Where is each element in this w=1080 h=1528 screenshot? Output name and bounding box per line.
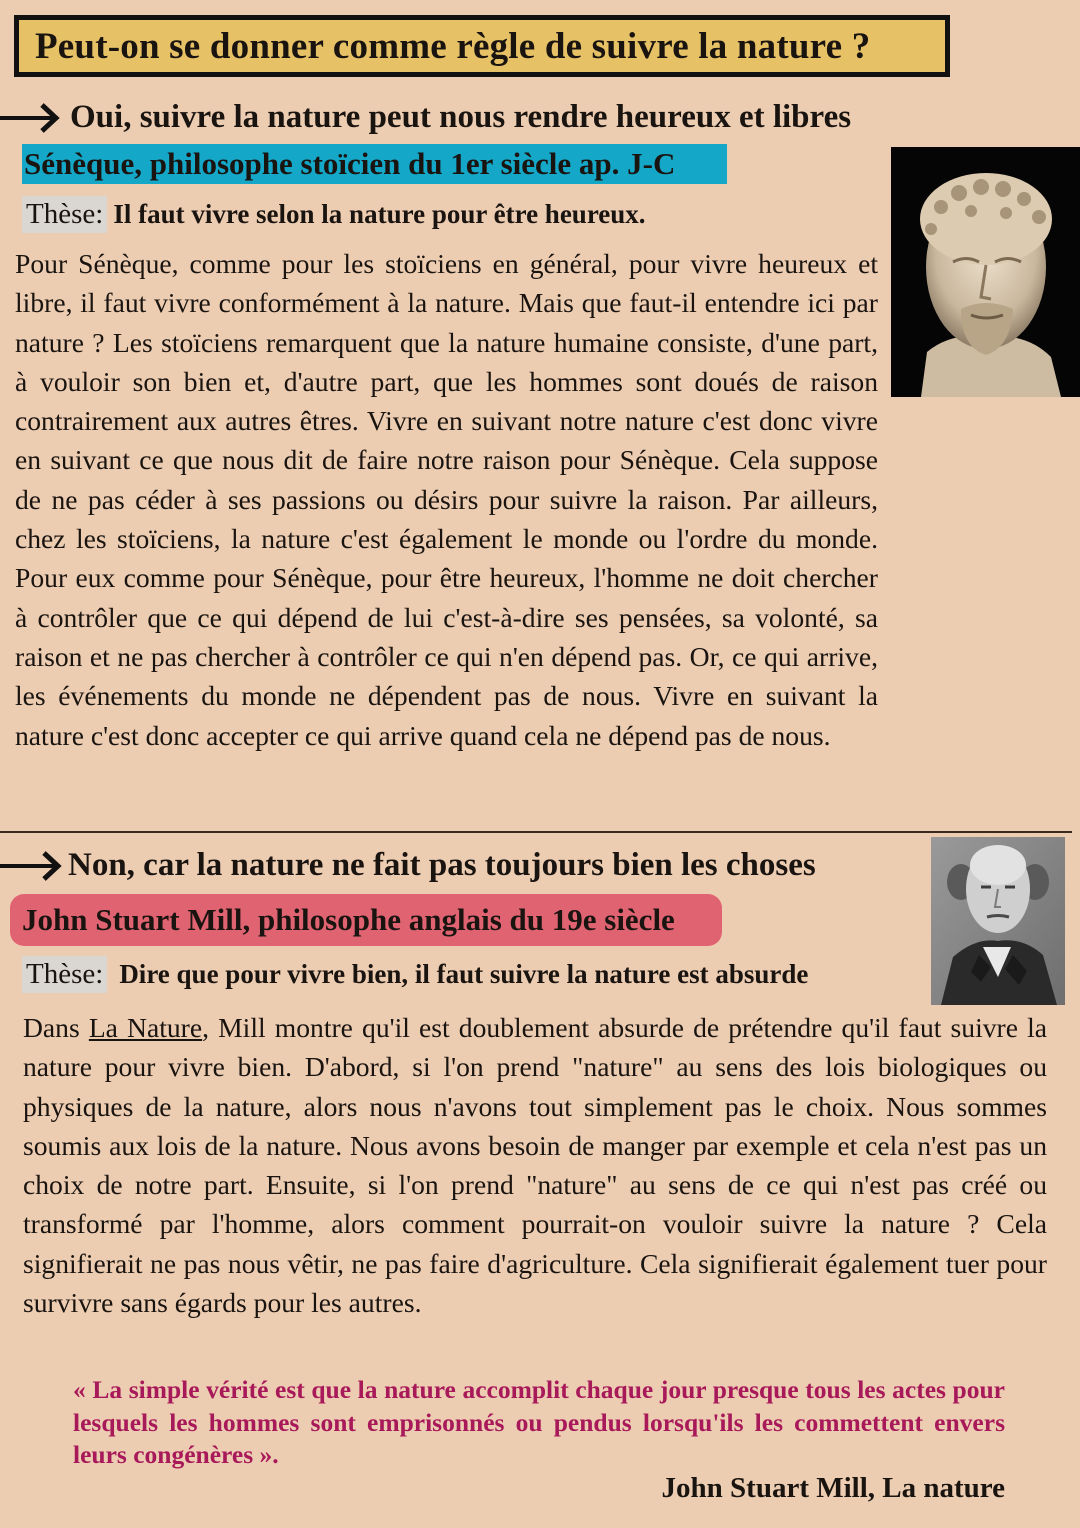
seneca-these-row — [22, 196, 646, 233]
seneca-bust-icon — [891, 147, 1080, 397]
book-title-la-nature: La Nature — [88, 1012, 203, 1043]
mill-paragraph-prefix: Dans — [23, 1012, 89, 1043]
quote-attribution: John Stuart Mill, La nature — [661, 1472, 1005, 1504]
no-heading: Non, car la nature ne fait pas toujours bien les choses — [68, 846, 816, 883]
these-label: Thèse: — [22, 956, 107, 993]
seneca-author: Sénèque, philosophe stoïcien du 1er siècle ap. J-C — [24, 146, 676, 181]
seneca-paragraph: Pour Sénèque, comme pour les stoïciens en général, pour vivre heureux et libre, il faut vivre conformément à la nature. Mais que faut-il entendre ici par nature ? Les stoïciens remarquent que la nature humaine consiste, d'une part, à vouloir son bien et, d'autre part, que les hommes sont doués de raison contrairement aux autres êtres. Vivre en suivant notre nature c'est donc vivre en suivant ce que nous dit de faire notre raison pour Sénèque. Cela suppose de ne pas céder à ses passions ou désirs pour suivre la raison. Par ailleurs, chez les stoïciens, la nature c'est également le monde ou l'ordre du monde. Pour eux comme pour Sénèque, pour être heureux, l'homme ne doit chercher à contrôler que ce qui dépend de lui c'est-à-dire ses pensées, sa volonté, sa raison et ne pas chercher à contrôler ce qui n'en dépend pas. Or, ce qui arrive, les événements du monde ne dépendent pas de nous. Vivre en suivant la nature c'est donc accepter ce qui arrive quand cela ne dépend pas de nous. — [15, 248, 878, 751]
page-title: Peut-on se donner comme règle de suivre la nature ? — [35, 25, 871, 67]
mill-author-band — [10, 894, 722, 946]
mill-paragraph-body: , Mill montre qu'il est doublement absurde de prétendre qu'il faut suivre la nature pour vivre bien. D'abord, si l'on prend "nature" au sens des lois biologiques ou physiques de la nature, alors nous n'avons tout simplement pas le choix. Nous sommes soumis aux lois de la nature. Nous avons besoin de manger par exemple et cela n'est pas un choix de notre part. Ensuite, si l'on prend "nature" au sens de ce qui n'est pas créé ou transformé par l'homme, alors comment pourrait-on vouloir suivre la nature ? Cela signifierait ne pas nous vêtir, ne pas faire d'agriculture. Cela signifierait également tuer pour survivre sans égards pour les autres. — [23, 1012, 1048, 1319]
seneca-author-band — [22, 144, 727, 184]
mill-author: John Stuart Mill, philosophe anglais du 19e siècle — [22, 902, 675, 937]
right-arrow-icon — [0, 97, 66, 137]
mill-these-row — [22, 956, 808, 993]
seneca-bust-image — [891, 147, 1080, 397]
seneca-these-text: Il faut vivre selon la nature pour être heureux. — [113, 199, 646, 229]
right-arrow-icon — [0, 845, 66, 885]
mill-paragraph — [23, 1008, 1047, 1322]
mill-these-text: Dire que pour vivre bien, il faut suivre la nature est absurde — [119, 959, 809, 989]
page-title-box — [14, 15, 950, 77]
yes-heading-row — [0, 97, 851, 137]
these-label: Thèse: — [22, 196, 107, 233]
mill-portrait-image — [931, 837, 1065, 1005]
mill-quote: « La simple vérité est que la nature accomplit chaque jour presque tous les actes pour lesquels les hommes sont emprisonnés ou pendus lorsqu'ils les commettent envers leurs congénères ». — [73, 1375, 1005, 1469]
section-divider — [0, 831, 1072, 833]
yes-heading: Oui, suivre la nature peut nous rendre heureux et libres — [70, 98, 852, 135]
no-heading-row — [0, 845, 816, 885]
mill-portrait-icon — [931, 837, 1065, 1005]
